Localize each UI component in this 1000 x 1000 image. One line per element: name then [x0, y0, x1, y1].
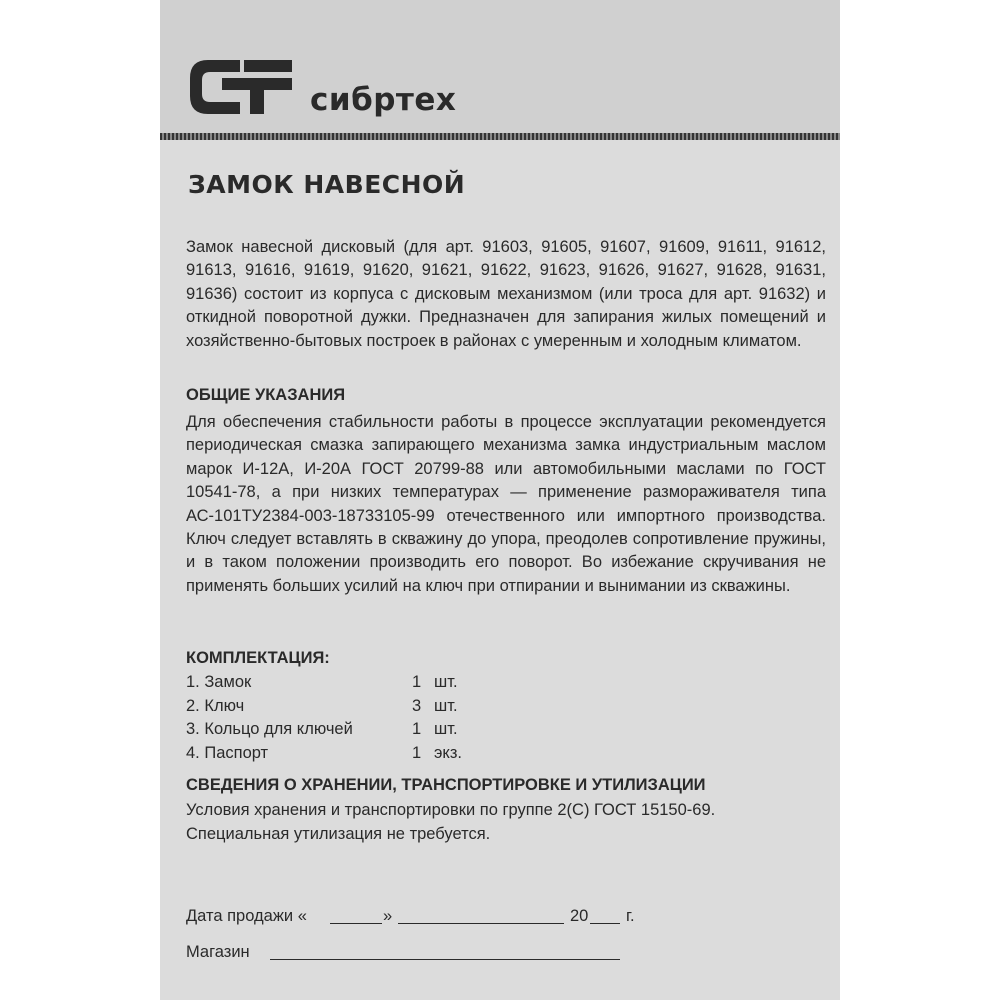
- sale-date-label: Дата продажи «: [186, 907, 307, 925]
- intro-paragraph: Замок навесной дисковый (для арт. 91603, 91605, 91607, 91609, 91611, 91612, 91613, 91616, 91619, 91620, 91621, 91622, 91623, 91626, 91627, 91628, 91631, 91636) состоит из корпуса с дисковым механизмом (или троса для арт. 91632) и откидной поворотной дужки. Предназначен для запирания жилых помещений и хозяйственно-бытовых построек в районах с умеренным и холодным климатом.: [186, 238, 826, 350]
- kit-item-name: 3. Кольцо для ключей: [186, 720, 353, 738]
- general-heading: ОБЩИЕ УКАЗАНИЯ: [186, 386, 346, 404]
- storage-heading: СВЕДЕНИЯ О ХРАНЕНИИ, ТРАНСПОРТИРОВКЕ И УТИЛИЗАЦИИ: [186, 776, 706, 794]
- kit-item-name: 1. Замок: [186, 673, 252, 691]
- kit-item-unit: шт.: [434, 673, 458, 691]
- header-divider: [160, 133, 840, 140]
- kit-item-unit: шт.: [434, 696, 458, 715]
- shop-field: [186, 943, 826, 967]
- kit-item-qty: 1: [412, 743, 422, 762]
- shop-label: Магазин: [186, 943, 250, 961]
- list-item: [186, 744, 586, 768]
- sale-date-field: [186, 907, 826, 931]
- sale-month-blank[interactable]: [398, 923, 564, 924]
- passport-sheet: [160, 0, 840, 1000]
- kit-item-name: 2. Ключ: [186, 696, 245, 715]
- sibrtech-logo-icon: [186, 56, 296, 118]
- kit-item-unit: шт.: [434, 720, 458, 738]
- kit-item-name: 4. Паспорт: [186, 743, 269, 762]
- sale-day-blank[interactable]: [330, 923, 382, 924]
- list-item: [186, 697, 586, 721]
- shop-blank[interactable]: [270, 959, 620, 960]
- document-title: ЗАМОК НАВЕСНОЙ: [188, 170, 466, 199]
- kit-item-qty: 1: [412, 673, 422, 691]
- kit-list: [186, 673, 586, 767]
- storage-line-2: Специальная утилизация не требуется.: [186, 824, 491, 843]
- list-item: [186, 673, 586, 697]
- brand-name: сибртех: [310, 82, 457, 118]
- general-paragraph: Для обеспечения стабильности работы в процессе эксплуатации рекомендуется периодическая смазка запирающего механизма замка индустриальным маслом марок И-12А, И-20А ГОСТ 20799-88 или автомобильными маслами по ГОСТ 10541-78, а при низких температурах — применение размораживателя типа АС-101ТУ2384-003-18733105-99 отечественного или импортного производства. Ключ следует вставлять в скважину до упора, преодолев сопротивление пружины, и в таком положении производить его поворот. Во избежание скручивания не применять больших усилий на ключ при отпирании и вынимании из скважины.: [186, 413, 826, 595]
- sale-year-blank[interactable]: [590, 923, 620, 924]
- sale-year-suffix: г.: [626, 907, 635, 925]
- kit-item-unit: экз.: [434, 743, 462, 762]
- kit-item-qty: 1: [412, 720, 422, 738]
- storage-line-1: Условия хранения и транспортировки по группе 2(С) ГОСТ 15150-69.: [186, 801, 716, 819]
- kit-heading: КОМПЛЕКТАЦИЯ:: [186, 649, 330, 667]
- storage-text: [186, 799, 826, 846]
- sale-close-quote: »: [383, 907, 393, 925]
- list-item: [186, 720, 586, 744]
- sale-year-prefix: 20: [570, 907, 589, 925]
- kit-item-qty: 3: [412, 696, 422, 715]
